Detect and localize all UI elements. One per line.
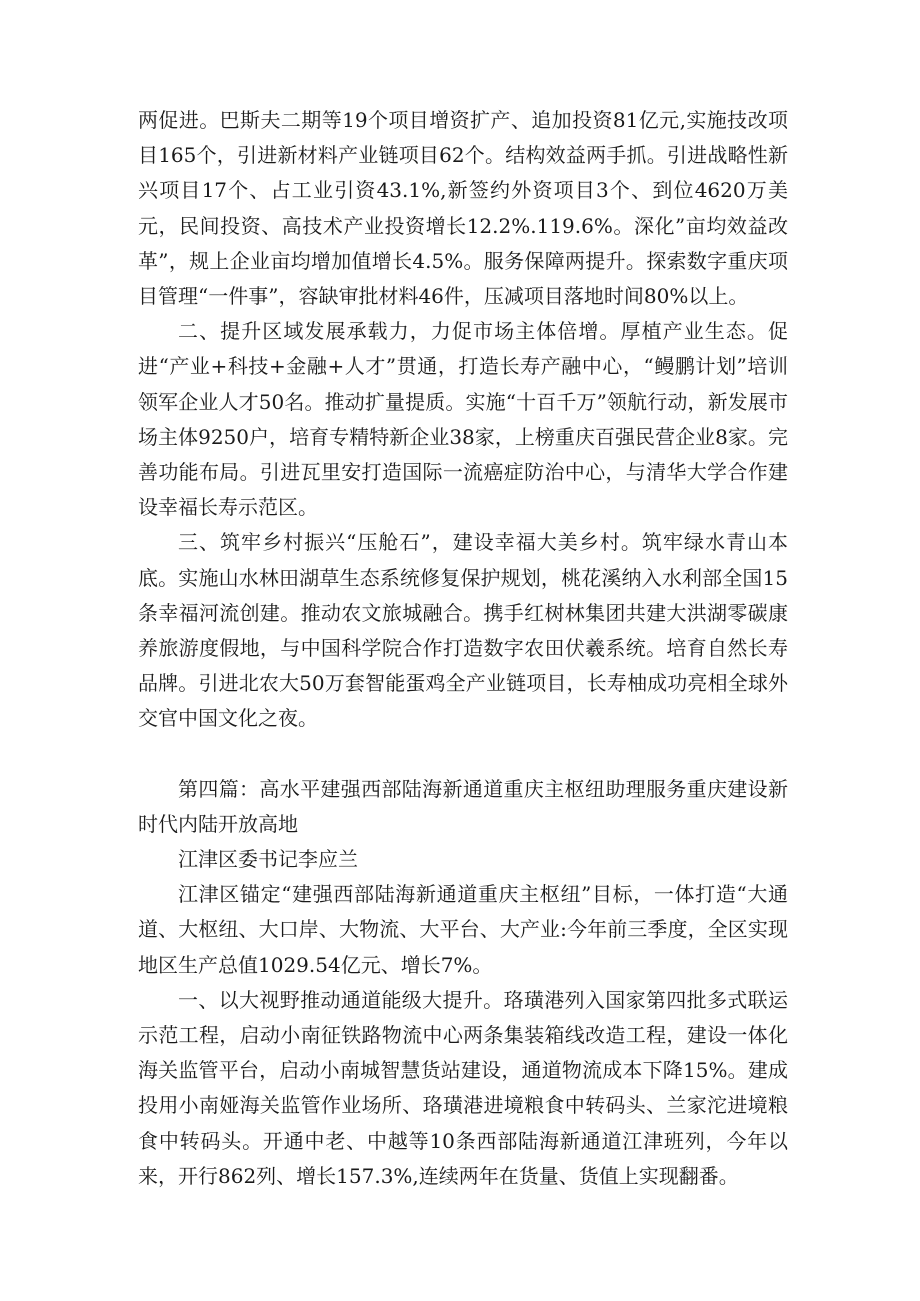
section-title: 第四篇：高水平建强西部陆海新通道重庆主枢纽助理服务重庆建设新时代内陆开放高地: [138, 776, 788, 836]
paragraph-continued: 两促进。巴斯夫二期等19个项目增资扩产、追加投资81亿元,实施技改项目165个，引进新材料产业链项目62个。结构效益两手抓。引进战略性新兴项目17个、占工业引资43.1%,新签约外资项目3个、到位4620万美元，民间投资、高技术产业投资增长12.2%.119.6%。深化”亩均效益改革”，规上企业亩均增加值增长4.5%。服务保障两提升。探索数字重庆项目管理“一件事”，容缺审批材料46件，压减项目落地时间80%以上。: [138, 108, 788, 309]
paragraph-section-three: 三、筑牢乡村振兴“压舱石”，建设幸福大美乡村。筑牢绿水青山本底。实施山水林田湖草生态系统修复保护规划，桃花溪纳入水利部全国15条幸福河流创建。推动农文旅城融合。携手红树林集团共建大洪湖零碳康养旅游度假地，与中国科学院合作打造数字农田伏羲系统。培育自然长寿品牌。引进北农大50万套智能蛋鸡全产业链项目，长寿柚成功亮相全球外交官中国文化之夜。: [138, 530, 788, 731]
paragraph-intro: 江津区锚定“建强西部陆海新通道重庆主枢纽”目标，一体打造“大通道、大枢纽、大口岸、大物流、大平台、大产业:今年前三季度，全区实现地区生产总值1029.54亿元、增长7%。: [138, 882, 788, 977]
section-spacer: [138, 737, 788, 772]
paragraph-section-two: 二、提升区域发展承载力，力促市场主体倍增。厚植产业生态。促进“产业+科技+金融+人才”贯通，打造长寿产融中心，“鳗鹏计划”培训领军企业人才50名。推动扩量提质。实施“十百千万”领航行动，新发展市场主体9250户，培育专精特新企业38家，上榜重庆百强民营企业8家。完善功能布局。引进瓦里安打造国际一流癌症防治中心，与清华大学合作建设幸福长寿示范区。: [138, 319, 788, 520]
author-line: 江津区委书记李应兰: [178, 847, 358, 872]
document-body: [138, 103, 788, 1194]
paragraph-point-one: 一、以大视野推动通道能级大提升。珞璜港列入国家第四批多式联运示范工程，启动小南征铁路物流中心两条集装箱线改造工程，建设一体化海关监管平台，启动小南城智慧货站建设，通道物流成本下降15%。建成投用小南娅海关监管作业场所、珞璜港进境粮食中转码头、兰家沱进境粮食中转码头。开通中老、中越等10条西部陆海新通道江津班列，今年以来，开行862列、增长157.3%,连续两年在货量、货值上实现翻番。: [138, 987, 788, 1188]
